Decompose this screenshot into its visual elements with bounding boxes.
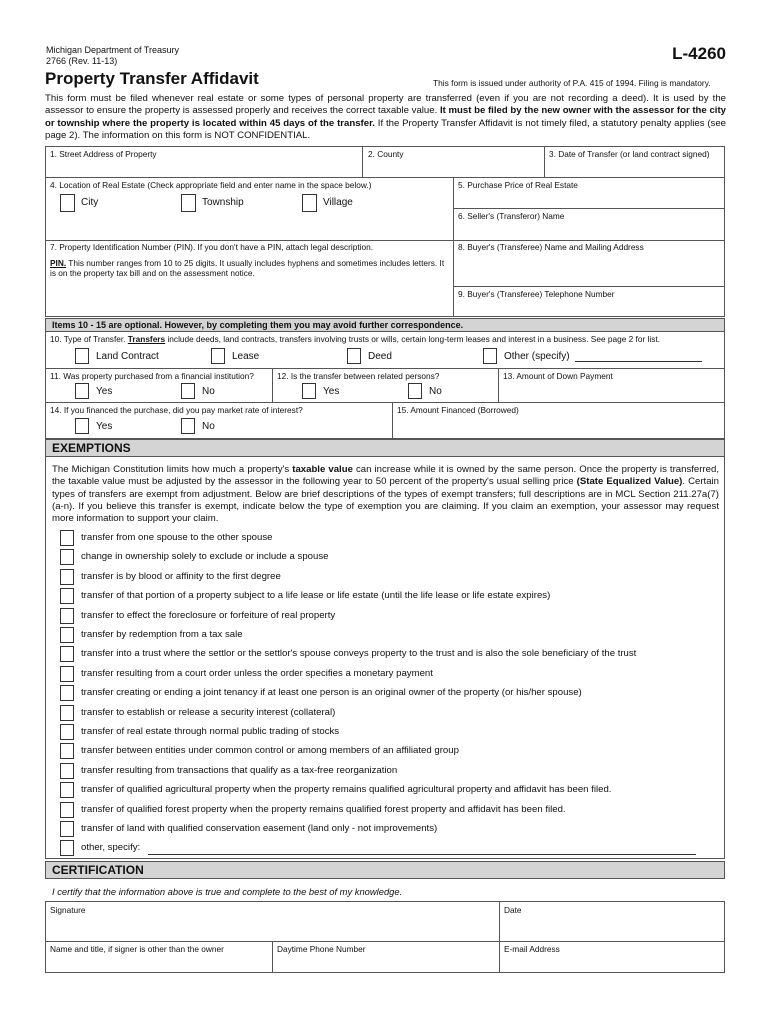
exemption-label: other, specify: (81, 842, 141, 854)
pin-label: 7. Property Identification Number (PIN). If you don't have a PIN, attach legal description. (50, 242, 374, 252)
financial-institution-label: 11. Was property purchased from a financial institution? (50, 371, 254, 381)
exemption-checkbox[interactable] (60, 608, 74, 624)
exemption-checkbox[interactable] (60, 724, 74, 740)
exemption-label: transfer creating or ending a joint tenancy if at least one person is an original owner of the property (or his/her spouse) (81, 687, 582, 699)
village-label: Village (323, 197, 353, 208)
exemption-label: transfer between entities under common control or among members of an affiliated group (81, 745, 459, 757)
other-specify-line[interactable] (575, 361, 702, 362)
exemption-checkbox[interactable] (60, 588, 74, 604)
name-title-label: Name and title, if signer is other than the owner (50, 944, 224, 954)
exemption-label: transfer from one spouse to the other spouse (81, 532, 273, 543)
exemption-label: transfer by redemption from a tax sale (81, 629, 243, 640)
q14-no-label: No (202, 421, 215, 432)
q11-no-label: No (202, 386, 215, 397)
authority-note: This form is issued under authority of P.A. 415 of 1994. Filing is mandatory. (433, 78, 711, 88)
city-label: City (81, 197, 99, 208)
q14-yes-label: Yes (96, 421, 113, 432)
buyer-name-label: 8. Buyer's (Transferee) Name and Mailing Address (458, 242, 644, 252)
intro-paragraph: This form must be filed whenever real estate or some types of personal property are transferred (even if you are not recording a deed). It is used by the assessor to ensure the property is assessed properly and receives the correct taxable value. It must be filed by the new owner with the assessor for the city or township where the property is located within 45 days of the transfer. If the Property Transfer Affidavit is not timely filed, a statutory penalty applies (see page 2). The information on this form is NOT CONFIDENTIAL. (45, 93, 726, 141)
other-exemption-line[interactable] (148, 854, 696, 855)
date-of-transfer-label: 3. Date of Transfer (or land contract signed) (549, 149, 710, 159)
exemption-checkbox[interactable] (60, 763, 74, 779)
lease-checkbox[interactable] (211, 348, 225, 364)
exemption-label: transfer of land with qualified conservation easement (land only - not improvements) (81, 823, 438, 834)
amount-financed-label: 15. Amount Financed (Borrowed) (397, 405, 519, 415)
optional-banner: Items 10 - 15 are optional. However, by completing them you may avoid further correspondence. (52, 320, 464, 330)
exemption-label: transfer of real estate through normal public trading of stocks (81, 726, 340, 737)
q12-yes-checkbox[interactable] (302, 383, 316, 399)
q14-no-checkbox[interactable] (181, 418, 195, 434)
exemption-label: transfer of that portion of a property subject to a life lease or life estate (until the life lease or life estate expires) (81, 590, 551, 602)
related-persons-label: 12. Is the transfer between related persons? (277, 371, 440, 381)
seller-name-label: 6. Seller's (Transferor) Name (458, 211, 565, 221)
exemption-label: transfer into a trust where the settlor or the settlor's spouse conveys property to the trust and is also the sole beneficiary of the trust (81, 648, 637, 660)
exemption-checkbox[interactable] (60, 627, 74, 643)
county-label: 2. County (368, 149, 404, 159)
exemption-checkbox[interactable] (60, 705, 74, 721)
exemption-label: transfer resulting from transactions that qualify as a tax-free reorganization (81, 764, 398, 776)
q11-no-checkbox[interactable] (181, 383, 195, 399)
signature-field[interactable] (45, 901, 499, 941)
department-name: Michigan Department of Treasury (46, 45, 180, 55)
other-label: Other (specify) (504, 351, 570, 362)
exemption-label: change in ownership solely to exclude or include a spouse (81, 551, 329, 563)
exemption-checkbox[interactable] (60, 802, 74, 818)
land-contract-label: Land Contract (96, 351, 159, 362)
exemptions-heading: EXEMPTIONS (52, 441, 131, 455)
property-info-box (45, 146, 725, 317)
exemptions-paragraph: The Michigan Constitution limits how much a property's taxable value can increase while it is owned by the same person. Once the property is transferred, the taxable value must be adjusted by the assessor in the following year to 50 percent of the property's usual selling price (State Equalized Value). Certain types of transfers are exempt from adjustment. Below are brief descriptions of the types of exempt transfers; full descriptions are in MCL Section 211.27a(7)(a-n). If you believe this transfer is exempt, indicate below the type of exemption you are claiming. If you claim an exemption, your assessor may request more information to support your claim. (52, 464, 719, 525)
market-rate-label: 14. If you financed the purchase, did you pay market rate of interest? (50, 405, 303, 415)
city-checkbox[interactable] (60, 194, 75, 212)
exemption-label: transfer to establish or release a security interest (collateral) (81, 706, 336, 718)
signature-label: Signature (50, 905, 86, 915)
exemption-checkbox[interactable] (60, 840, 74, 856)
exemption-checkbox[interactable] (60, 821, 74, 837)
exemption-checkbox[interactable] (60, 666, 74, 682)
deed-label: Deed (368, 351, 392, 362)
street-address-label: 1. Street Address of Property (50, 149, 157, 159)
location-label: 4. Location of Real Estate (Check appropriate field and enter name in the space below.) (50, 180, 372, 190)
pin-note: PIN. This number ranges from 10 to 25 digits. It usually includes hyphens and sometimes includes letters. It is on the property tax bill and on the assessment notice. (50, 258, 445, 278)
exemption-label: transfer is by blood or affinity to the first degree (81, 570, 281, 582)
exemption-label: transfer of qualified agricultural property when the property remains qualified agricultural property and affidavit has been filed. (81, 784, 612, 796)
exemption-label: transfer resulting from a court order unless the order specifies a monetary payment (81, 667, 433, 679)
exemption-checkbox[interactable] (60, 743, 74, 759)
q12-no-label: No (429, 386, 442, 397)
exemption-label: transfer to effect the foreclosure or forfeiture of real property (81, 609, 336, 621)
form-revision: 2766 (Rev. 11-13) (46, 56, 118, 66)
township-checkbox[interactable] (181, 194, 196, 212)
exemption-label: transfer of qualified forest property when the property remains qualified forest property and affidavit has been filed. (81, 803, 566, 815)
exemption-checkbox[interactable] (60, 530, 74, 546)
down-payment-label: 13. Amount of Down Payment (503, 371, 613, 381)
lease-label: Lease (232, 351, 260, 362)
buyer-phone-label: 9. Buyer's (Transferee) Telephone Number (458, 289, 615, 299)
daytime-phone-label: Daytime Phone Number (277, 944, 366, 954)
other-checkbox[interactable] (483, 348, 497, 364)
land-contract-checkbox[interactable] (75, 348, 89, 364)
certification-heading: CERTIFICATION (52, 863, 144, 877)
exemption-checkbox[interactable] (60, 569, 74, 585)
township-label: Township (202, 197, 244, 208)
exemption-checkbox[interactable] (60, 646, 74, 662)
village-checkbox[interactable] (302, 194, 317, 212)
certification-statement: I certify that the information above is true and complete to the best of my knowledge. (52, 886, 403, 897)
exemption-checkbox[interactable] (60, 685, 74, 701)
transfer-type-label: 10. Type of Transfer. Transfers include deeds, land contracts, transfers involving trusts or wills, certain long-term leases and interest in a business. See page 2 for list. (50, 334, 660, 344)
q12-yes-label: Yes (323, 386, 340, 397)
purchase-price-label: 5. Purchase Price of Real Estate (458, 180, 578, 190)
exemption-checkbox[interactable] (60, 782, 74, 798)
form-id: L-4260 (672, 44, 726, 63)
deed-checkbox[interactable] (347, 348, 361, 364)
q11-yes-checkbox[interactable] (75, 383, 89, 399)
q11-yes-label: Yes (96, 386, 113, 397)
date-label: Date (504, 905, 522, 915)
q12-no-checkbox[interactable] (408, 383, 422, 399)
exemption-checkbox[interactable] (60, 549, 74, 565)
q14-yes-checkbox[interactable] (75, 418, 89, 434)
form-title: Property Transfer Affidavit (45, 69, 259, 88)
email-label: E-mail Address (504, 944, 560, 954)
